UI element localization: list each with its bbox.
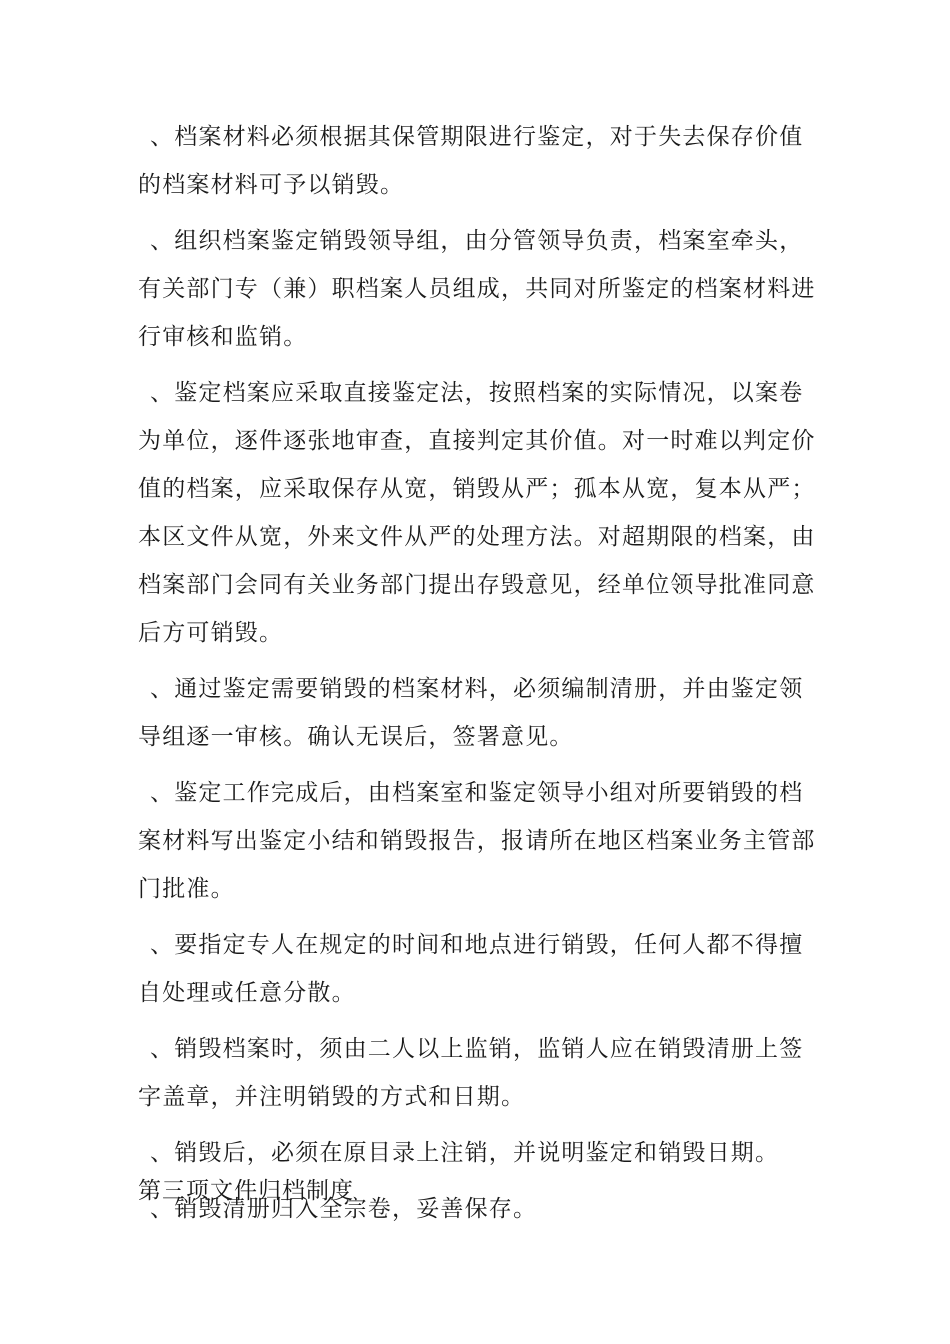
paragraph-7: 、销毁档案时，须由二人以上监销，监销人应在销毁清册上签字盖章，并注明销毁的方式和日期。 [138, 1036, 804, 1110]
paragraph-5: 、鉴定工作完成后，由档案室和鉴定领导小组对所要销毁的档案材料写出鉴定小结和销毁报告，报请所在地区档案业务主管部门批准。 [138, 780, 816, 902]
paragraph-2: 、组织档案鉴定销毁领导组，由分管领导负责，档案室牵头，有关部门专（兼）职档案人员组成，共同对所鉴定的档案材料进行审核和监销。 [138, 228, 816, 350]
paragraph-6: 、要指定专人在规定的时间和地点进行销毁，任何人都不得擅自处理或任意分散。 [138, 932, 804, 1006]
document-body [138, 113, 818, 1233]
paragraph-3: 、鉴定档案应采取直接鉴定法，按照档案的实际情况，以案卷为单位，逐件逐张地审查，直接判定其价值。对一时难以判定价值的档案，应采取保存从宽，销毁从严；孤本从宽，复本从严；本区文件从宽，外来文件从严的处理方法。对超期限的档案，由档案部门会同有关业务部门提出存毁意见，经单位领导批准同意后方可销毁。 [138, 380, 816, 646]
paragraph-8: 、销毁后，必须在原目录上注销，并说明鉴定和销毁日期。 [150, 1140, 780, 1166]
paragraph-1: 、档案材料必须根据其保管期限进行鉴定，对于失去保存价值的档案材料可予以销毁。 [138, 124, 804, 198]
paragraph-9: 、销毁清册归入全宗卷，妥善保存。 [150, 1196, 538, 1222]
section-heading: 第三项文件归档制度 [138, 1178, 354, 1204]
paragraph-4: 、通过鉴定需要销毁的档案材料，必须编制清册，并由鉴定领导组逐一审核。确认无误后，签署意见。 [138, 676, 804, 750]
